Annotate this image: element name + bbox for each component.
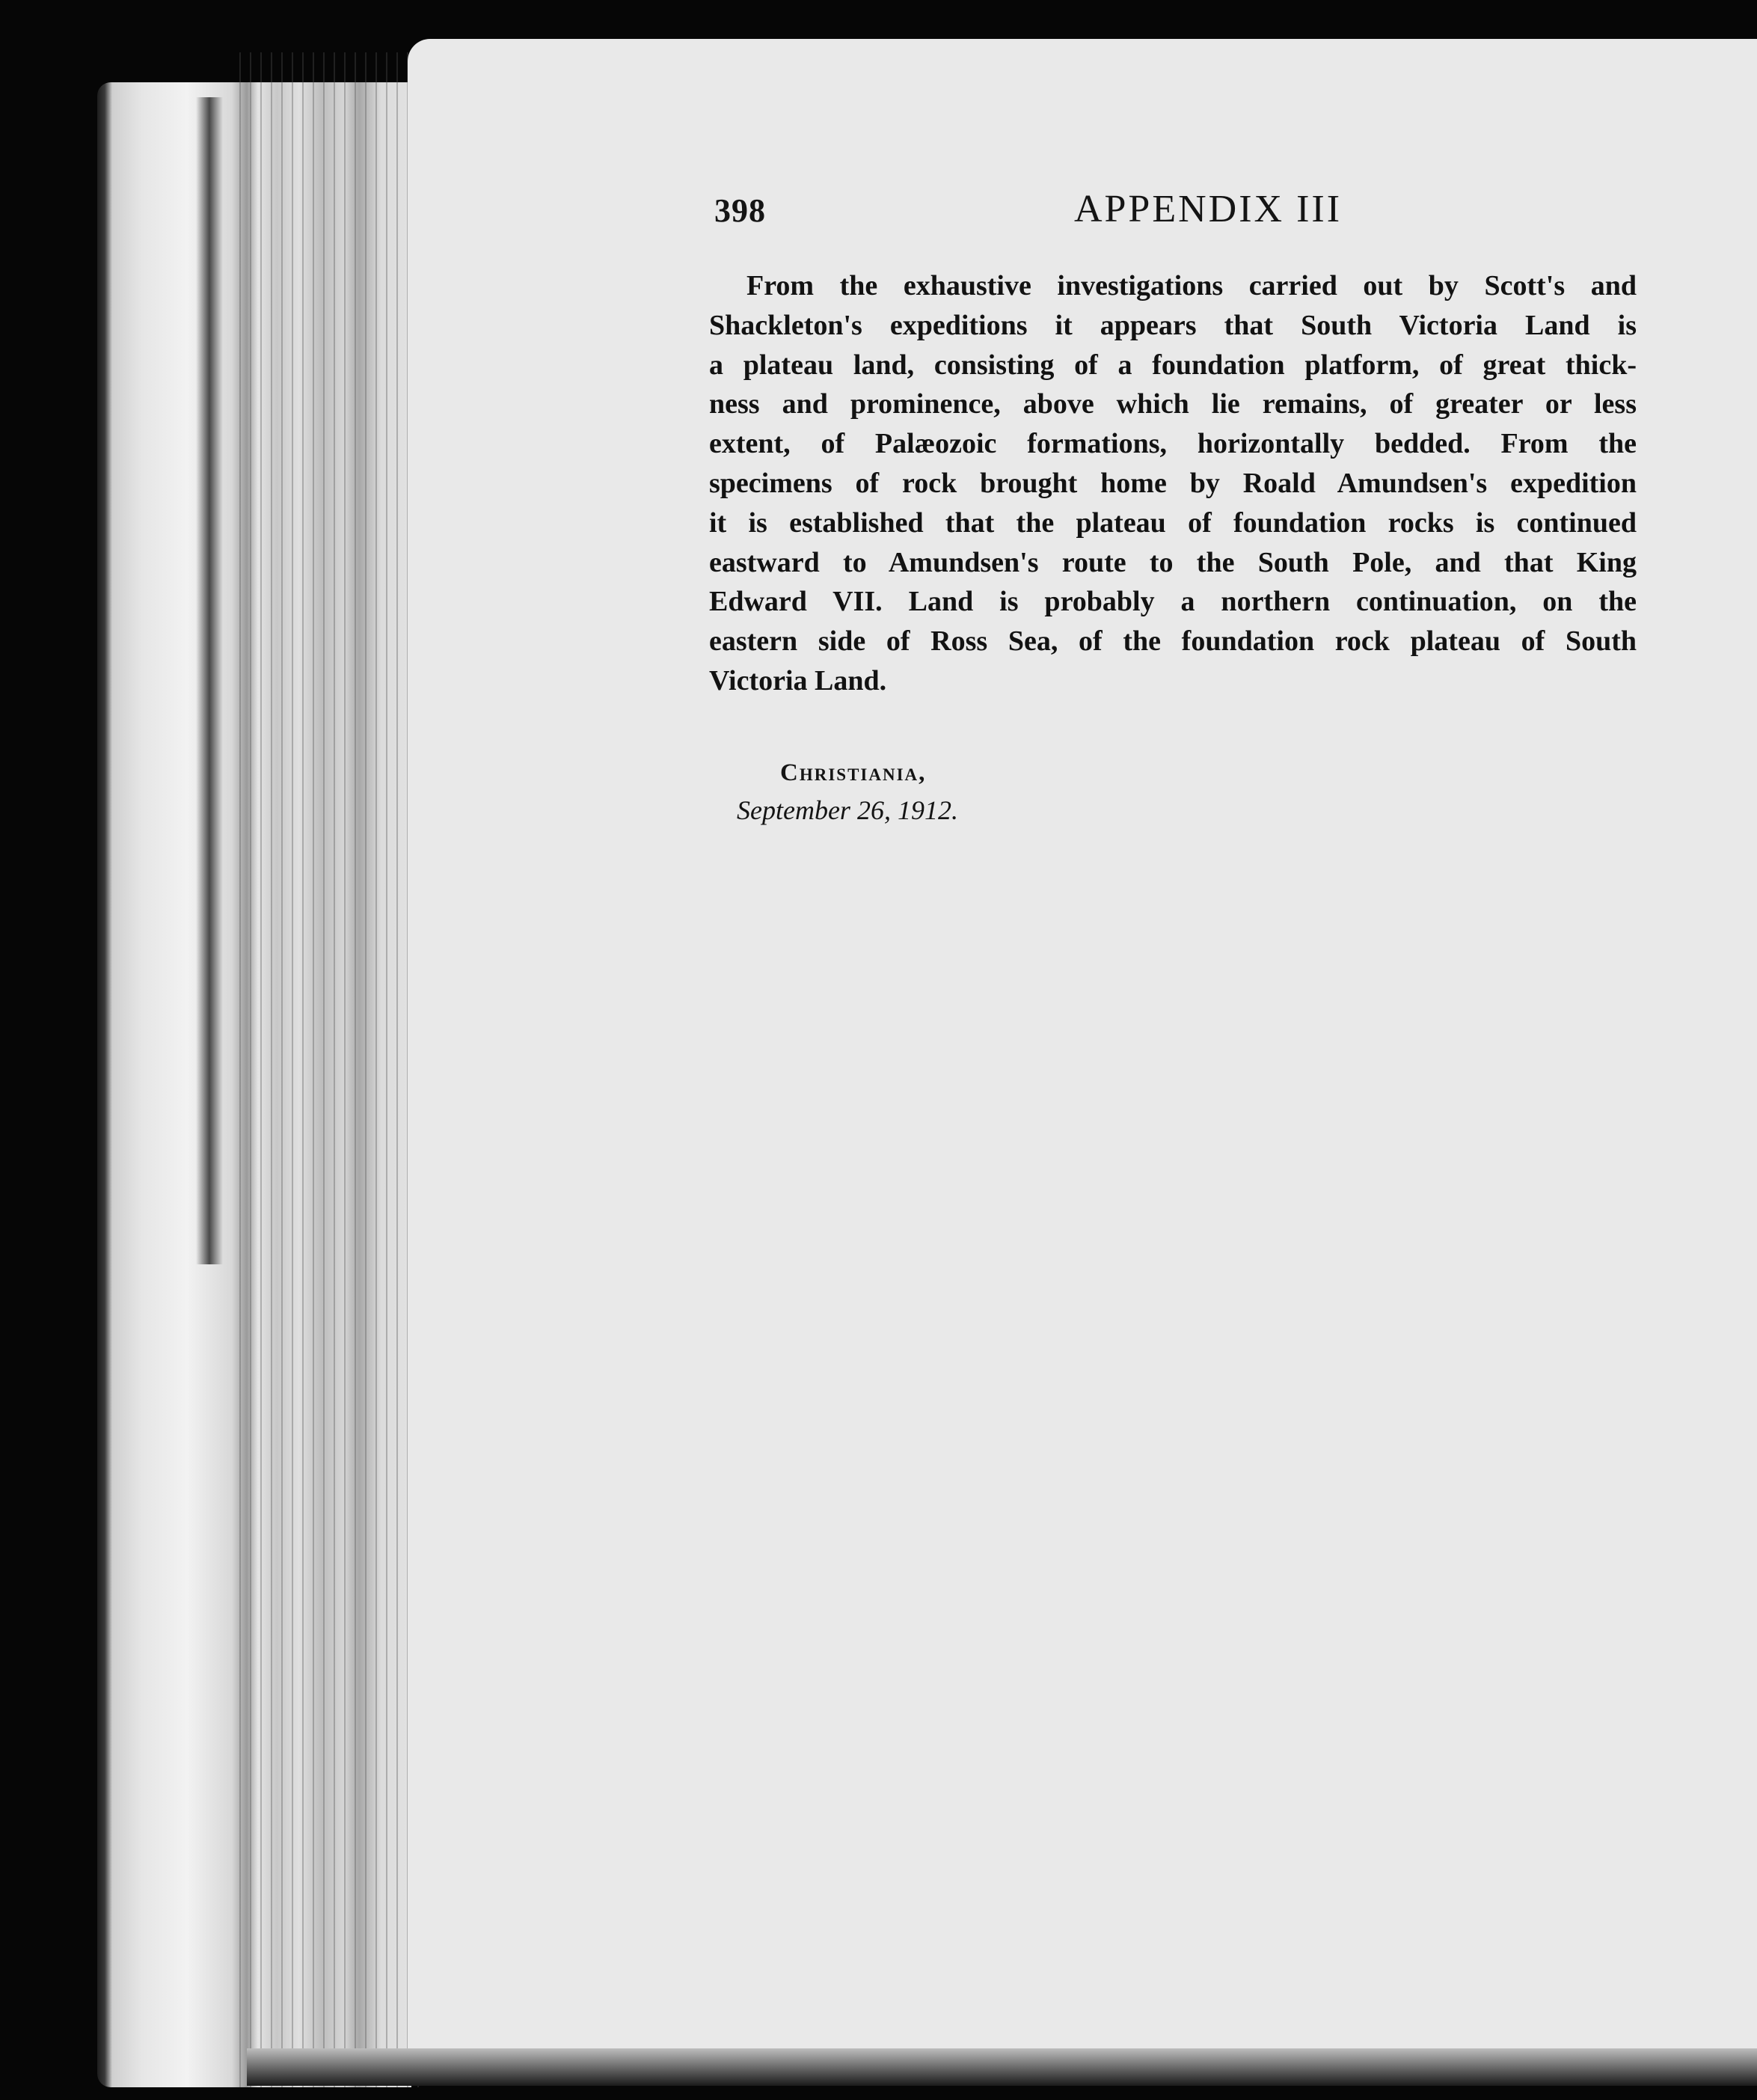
page-header: [714, 187, 1634, 247]
signoff-date: September 26, 1912.: [737, 795, 958, 825]
running-head: APPENDIX III: [1073, 188, 1343, 230]
text-line: a plateau land, consisting of a foundation platform, of great thick-: [709, 349, 1637, 381]
book-leaf-lines: [239, 52, 419, 2087]
text-line: it is established that the plateau of foundation rocks is continued: [709, 506, 1637, 539]
body-paragraph: [709, 266, 1637, 701]
text-line: Shackleton's expeditions it appears that South Victoria Land is: [709, 309, 1637, 341]
spine-shadow: [196, 97, 223, 1264]
text-line: ness and prominence, above which lie remains, of greater or less: [709, 388, 1637, 420]
signoff: [737, 759, 958, 826]
page-number: 398: [714, 192, 766, 229]
text-line: eastern side of Ross Sea, of the foundation rock plateau of South: [709, 625, 1637, 658]
text-line: Victoria Land.: [709, 664, 887, 697]
text-line: eastward to Amundsen's route to the South Pole, and that King: [709, 546, 1637, 578]
signoff-place: Christiania,: [780, 759, 927, 786]
text-line: Edward VII. Land is probably a northern continuation, on the: [709, 586, 1637, 618]
text-line: From the exhaustive investigations carried out by Scott's and: [746, 270, 1637, 301]
text-line: specimens of rock brought home by Roald Amundsen's expedition: [709, 467, 1637, 499]
text-line: extent, of Palæozoic formations, horizontally bedded. From the: [709, 428, 1637, 460]
page-bottom-shadow: [247, 2048, 1757, 2086]
